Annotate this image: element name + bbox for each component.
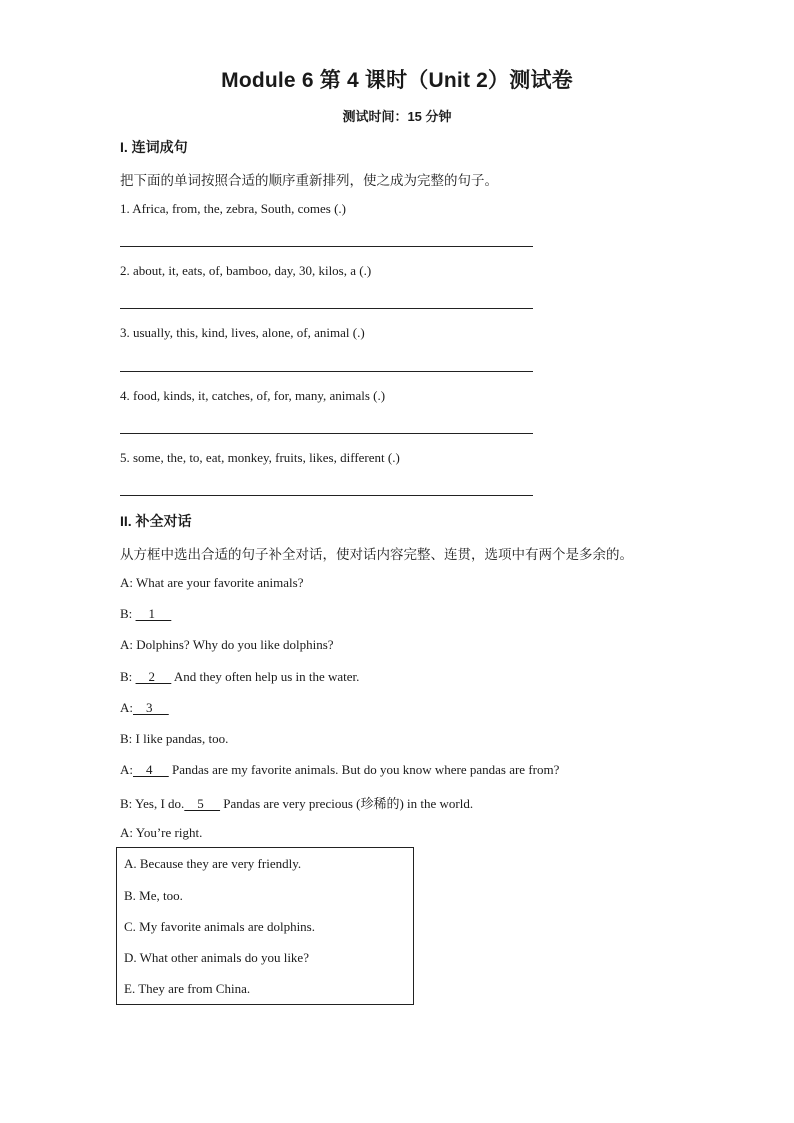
answer-line-5[interactable] — [120, 495, 533, 496]
reorder-item-1: 1. Africa, from, the, zebra, South, comes (.) — [120, 201, 346, 216]
blank-3[interactable]: 3 — [133, 700, 169, 715]
dialogue-text: A: Dolphins? Why do you like dolphins? — [120, 637, 334, 652]
dialogue-text: And they often help us in the water. — [171, 669, 360, 684]
dialogue-line-9 — [120, 825, 202, 841]
section1-instruction: 把下面的单词按照合适的顺序重新排列，使之成为完整的句子。 — [120, 173, 498, 189]
dialogue-text: B: Yes, I do. — [120, 796, 185, 811]
dialogue-line-1 — [120, 575, 304, 591]
dialogue-text: A: You’re right. — [120, 825, 203, 840]
dialogue-text: B: — [120, 606, 136, 621]
blank-2[interactable]: 2 — [135, 669, 172, 684]
dialogue-line-5 — [120, 700, 169, 716]
options-box — [116, 847, 414, 1005]
dialogue-text: A: What are your favorite animals? — [120, 575, 304, 590]
blank-5[interactable]: 5 — [184, 796, 221, 811]
blank-4[interactable]: 4 — [133, 762, 169, 777]
section2-heading: II. 补全对话 — [120, 513, 192, 529]
option-c: C. My favorite animals are dolphins. — [124, 919, 315, 934]
reorder-item-2: 2. about, it, eats, of, bamboo, day, 30, kilos, a (.) — [120, 263, 372, 278]
dialogue-text: Pandas are my favorite animals. But do you know where pandas are from? — [168, 762, 560, 777]
option-d: D. What other animals do you like? — [124, 950, 309, 965]
dialogue-line-3 — [120, 637, 334, 653]
page-title: Module 6 第 4 课时（Unit 2）测试卷 — [221, 69, 573, 92]
reorder-item-5: 5. some, the, to, eat, monkey, fruits, likes, different (.) — [120, 450, 400, 465]
dialogue-line-8 — [120, 793, 473, 812]
option-b: B. Me, too. — [124, 888, 183, 903]
blank-1[interactable]: 1 — [135, 606, 172, 621]
dialogue-line-7 — [120, 762, 559, 778]
dialogue-text: B: I like pandas, too. — [120, 731, 229, 746]
dialogue-line-4 — [120, 669, 359, 685]
dialogue-text: A: — [120, 700, 133, 715]
option-e: E. They are from China. — [124, 981, 251, 996]
answer-line-2[interactable] — [120, 308, 533, 309]
dialogue-line-2 — [120, 606, 171, 622]
answer-line-3[interactable] — [120, 371, 533, 372]
answer-line-4[interactable] — [120, 433, 533, 434]
dialogue-text: B: — [120, 669, 136, 684]
test-duration: 测试时间：15 分钟 — [342, 109, 452, 124]
reorder-item-3: 3. usually, this, kind, lives, alone, of, animal (.) — [120, 325, 365, 340]
reorder-item-4: 4. food, kinds, it, catches, of, for, many, animals (.) — [120, 388, 386, 403]
dialogue-line-6 — [120, 731, 228, 747]
dialogue-text: Pandas are very precious (珍稀的) in the world. — [220, 796, 474, 811]
option-a: A. Because they are very friendly. — [124, 856, 302, 871]
section2-instruction: 从方框中选出合适的句子补全对话，使对话内容完整、连贯，选项中有两个是多余的。 — [120, 547, 633, 563]
section1-heading: I. 连词成句 — [120, 139, 188, 155]
dialogue-text: A: — [120, 762, 133, 777]
answer-line-1[interactable] — [120, 246, 533, 247]
